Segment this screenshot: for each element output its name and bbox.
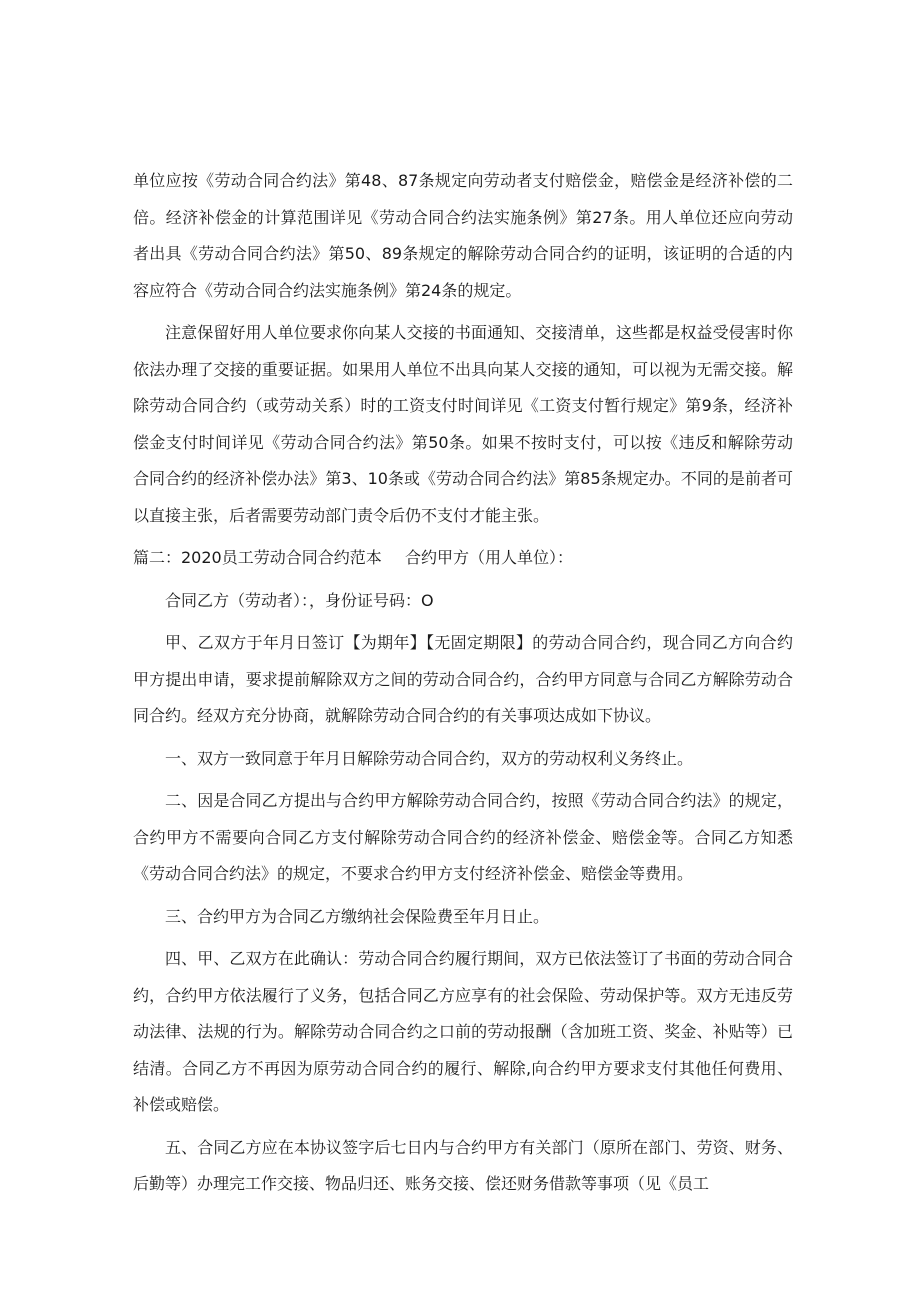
clause-2: 二、因是合同乙方提出与合约甲方解除劳动合同合约，按照《劳动合同合约法》的规定，合约甲方不需要向合同乙方支付解除劳动合同合约的经济补偿金、赔偿金等。合同乙方知悉《劳动合同合约法》的规定，不要求合约甲方支付经济补偿金、赔偿金等费用。 — [133, 791, 793, 883]
clause-3: 三、合约甲方为合同乙方缴纳社会保险费至年月日止。 — [165, 906, 550, 926]
party-b-line: 合同乙方（劳动者）：，身份证号码：O — [165, 590, 434, 610]
clause-4: 四、甲、乙双方在此确认：劳动合同合约履行期间，双方已依法签订了书面的劳动合同合约，合约甲方依法履行了义务，包括合同乙方应享有的社会保险、劳动保护等。双方无违反劳动法律、法规的行为。解除劳动合同合约之口前的劳动报酬（含加班工资、奖金、补贴等）已结清。合同乙方不再因为原劳动合同合约的履行、解除,向合约甲方要求支付其他任何费用、补偿或赔偿。 — [133, 949, 793, 1114]
clause-5: 五、合同乙方应在本协议签字后七日内与合约甲方有关部门（原所在部门、劳资、财务、后勤等）办理完工作交接、物品归还、账务交接、偿还财务借款等事项（见《员工 — [133, 1137, 793, 1193]
section-title: 篇二：2020员工劳动合同合约范本 — [133, 548, 382, 567]
clause-preamble: 甲、乙双方于年月日签订【为期年】【无固定期限】的劳动合同合约，现合同乙方向合约甲方提出申请，要求提前解除双方之间的劳动合同合约，合约甲方同意与合同乙方解除劳动合同合约。经双方充分协商，就解除劳动合同合约的有关事项达成如下协议。 — [133, 633, 793, 725]
party-a-label: 合约甲方（用人单位）： — [405, 548, 574, 567]
document-body — [133, 163, 793, 1209]
paragraph-handover-notice: 注意保留好用人单位要求你向某人交接的书面通知、交接清单，这些都是权益受侵害时你依法办理了交接的重要证据。如果用人单位不出具向某人交接的通知，可以视为无需交接。解除劳动合同合约（或劳动关系）时的工资支付时间详见《工资支付暂行规定》第9条，经济补偿金支付时间详见《劳动合同合约法》第50条。如果不按时支付，可以按《违反和解除劳动合同合约的经济补偿办法》第3、10条或《劳动合同合约法》第85条规定办。不同的是前者可以直接主张，后者需要劳动部门责令后仍不支付才能主张。 — [133, 323, 793, 525]
section-heading — [133, 540, 793, 577]
paragraph-compensation-continuation: 单位应按《劳动合同合约法》第48、87条规定向劳动者支付赔偿金，赔偿金是经济补偿的二倍。经济补偿金的计算范围详见《劳动合同合约法实施条例》第27条。用人单位还应向劳动者出具《劳动合同合约法》第50、89条规定的解除劳动合同合约的证明，该证明的合适的内容应符合《劳动合同合约法实施条例》第24条的规定。 — [133, 171, 793, 300]
clause-1: 一、双方一致同意于年月日解除劳动合同合约，双方的劳动权利义务终止。 — [165, 748, 694, 768]
